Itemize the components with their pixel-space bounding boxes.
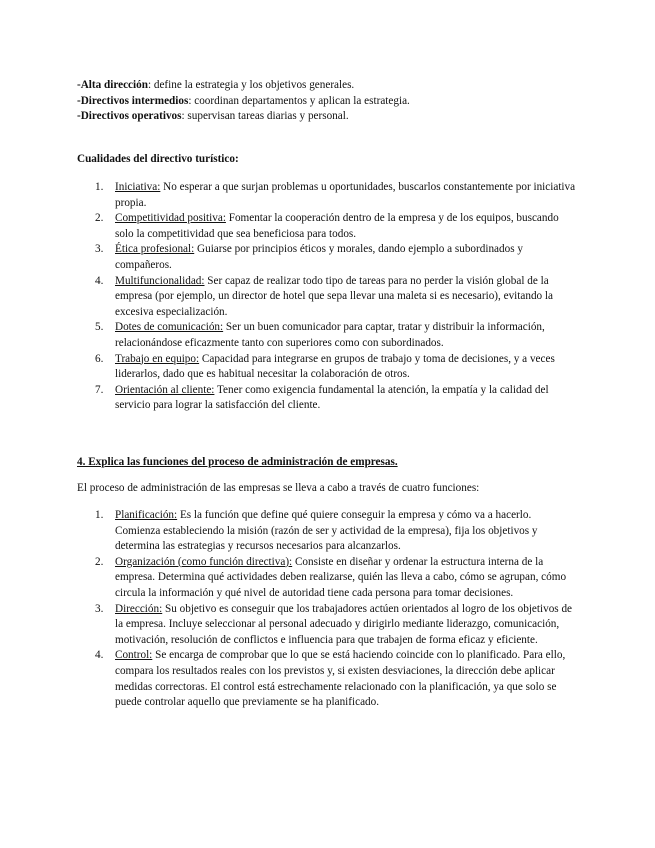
item-text: Se encarga de comprobar que lo que se está haciendo coincide con lo planificado. Para ello, compara los resultados reales con los previstos y, si existen desviaciones, la dirección debe aplicar medidas correctoras. El control está estrechamente relacionado con la planificación, ya que solo se puede controlar aquello que previamente se ha planificado. [115,649,566,709]
item-number: 7. [95,383,104,396]
list-item [77,648,577,710]
item-term: Planificación: [115,509,178,521]
item-text: Ser un buen comunicador para captar, tratar y distribuir la información, relacionándose eficazmente tanto con superiores como con subordinados. [115,321,545,349]
list-item [77,602,577,649]
section4-heading: 4. Explica las funciones del proceso de administración de empresas. [77,456,398,468]
level-text: : define la estrategia y los objetivos generales. [147,79,355,91]
item-term: Organización (como función directiva): [115,555,293,568]
item-term: Dotes de comunicación: [115,321,224,334]
item-term: Multifuncionalidad: [115,274,205,287]
level-item [77,94,577,110]
item-number: 2. [95,555,104,568]
cualidades-list [77,180,577,414]
item-number: 3. [95,602,104,615]
funciones-list [77,508,577,711]
cualidades-heading: Cualidades del directivo turístico: [77,153,239,165]
item-text: Ser capaz de realizar todo tipo de tareas para no perder la visión global de la empresa (por ejemplo, un director de hotel que sepa llevar una maleta si es necesario), evitando la excesiva especialización. [115,274,554,318]
item-term: Control: [115,649,153,662]
list-item [77,383,577,414]
item-text: Tener como exigencia fundamental la atención, la empatía y la calidad del servicio para lograr la satisfacción del cliente. [115,383,549,412]
item-text: Su objetivo es conseguir que los trabajadores actúen orientados al logro de los objetivos de la empresa. Incluye seleccionar al personal adecuado y dirigirlo mediante liderazgo, comunicación, motivación, resolución de conflictos e influencia para que trabajen de forma eficaz y eficiente. [115,602,573,646]
item-text: No esperar a que surjan problemas u oportunidades, buscarlos constantemente por iniciativa propia. [115,181,576,209]
item-number: 1. [95,181,104,193]
level-item [77,78,577,94]
level-label: -Directivos operativos [77,110,182,123]
level-text: : coordinan departamentos y aplican la estrategia. [188,94,410,107]
item-term: Ética profesional: [115,243,195,256]
item-number: 3. [95,243,104,256]
item-number: 2. [95,212,104,225]
item-term: Orientación al cliente: [115,383,215,396]
level-label: -Alta dirección [77,79,148,91]
list-item [77,242,577,273]
list-item [77,180,577,211]
list-item [77,274,577,321]
list-item [77,320,577,351]
item-text: Es la función que define qué quiere conseguir la empresa y cómo va a hacerlo. Comienza estableciendo la misión (razón de ser y actividad de la empresa), fija los objetivos y determina las estrategias y recursos necesarios para alcanzarlos. [115,509,538,553]
list-item [77,352,577,383]
item-number: 6. [95,352,104,365]
item-term: Dirección: [115,602,163,615]
list-item [77,211,577,242]
level-label: -Directivos intermedios [77,94,189,107]
item-text: Fomentar la cooperación dentro de la empresa y de los equipos, buscando solo la competitividad que sea beneficiosa para todos. [115,212,559,240]
item-number: 4. [95,274,104,287]
management-levels-list [77,78,577,125]
level-item [77,109,577,125]
list-item [77,508,577,555]
item-term: Trabajo en equipo: [115,352,200,365]
item-text: Guiarse por principios éticos y morales, dando ejemplo a subordinados y compañeros. [115,243,523,271]
list-item [77,555,577,602]
item-number: 5. [95,321,104,334]
item-text: Capacidad para integrarse en grupos de trabajo y toma de decisiones, y a veces liderarlos, dado que es habitual necesitar la colaboración de otros. [115,352,555,381]
item-term: Competitividad positiva: [115,212,226,225]
item-text: Consiste en diseñar y ordenar la estructura interna de la empresa. Determina qué actividades deben realizarse, quién las lleva a cabo, cómo se agrupan, cómo circula la información y qué nivel de autoridad tiene cada persona para tomar decisiones. [115,555,567,599]
section4-intro: El proceso de administración de las empresas se lleva a cabo a través de cuatro funciones: [77,482,480,494]
item-number: 4. [95,649,104,662]
item-number: 1. [95,509,104,521]
item-term: Iniciativa: [115,181,161,193]
level-text: : supervisan tareas diarias y personal. [181,110,349,123]
